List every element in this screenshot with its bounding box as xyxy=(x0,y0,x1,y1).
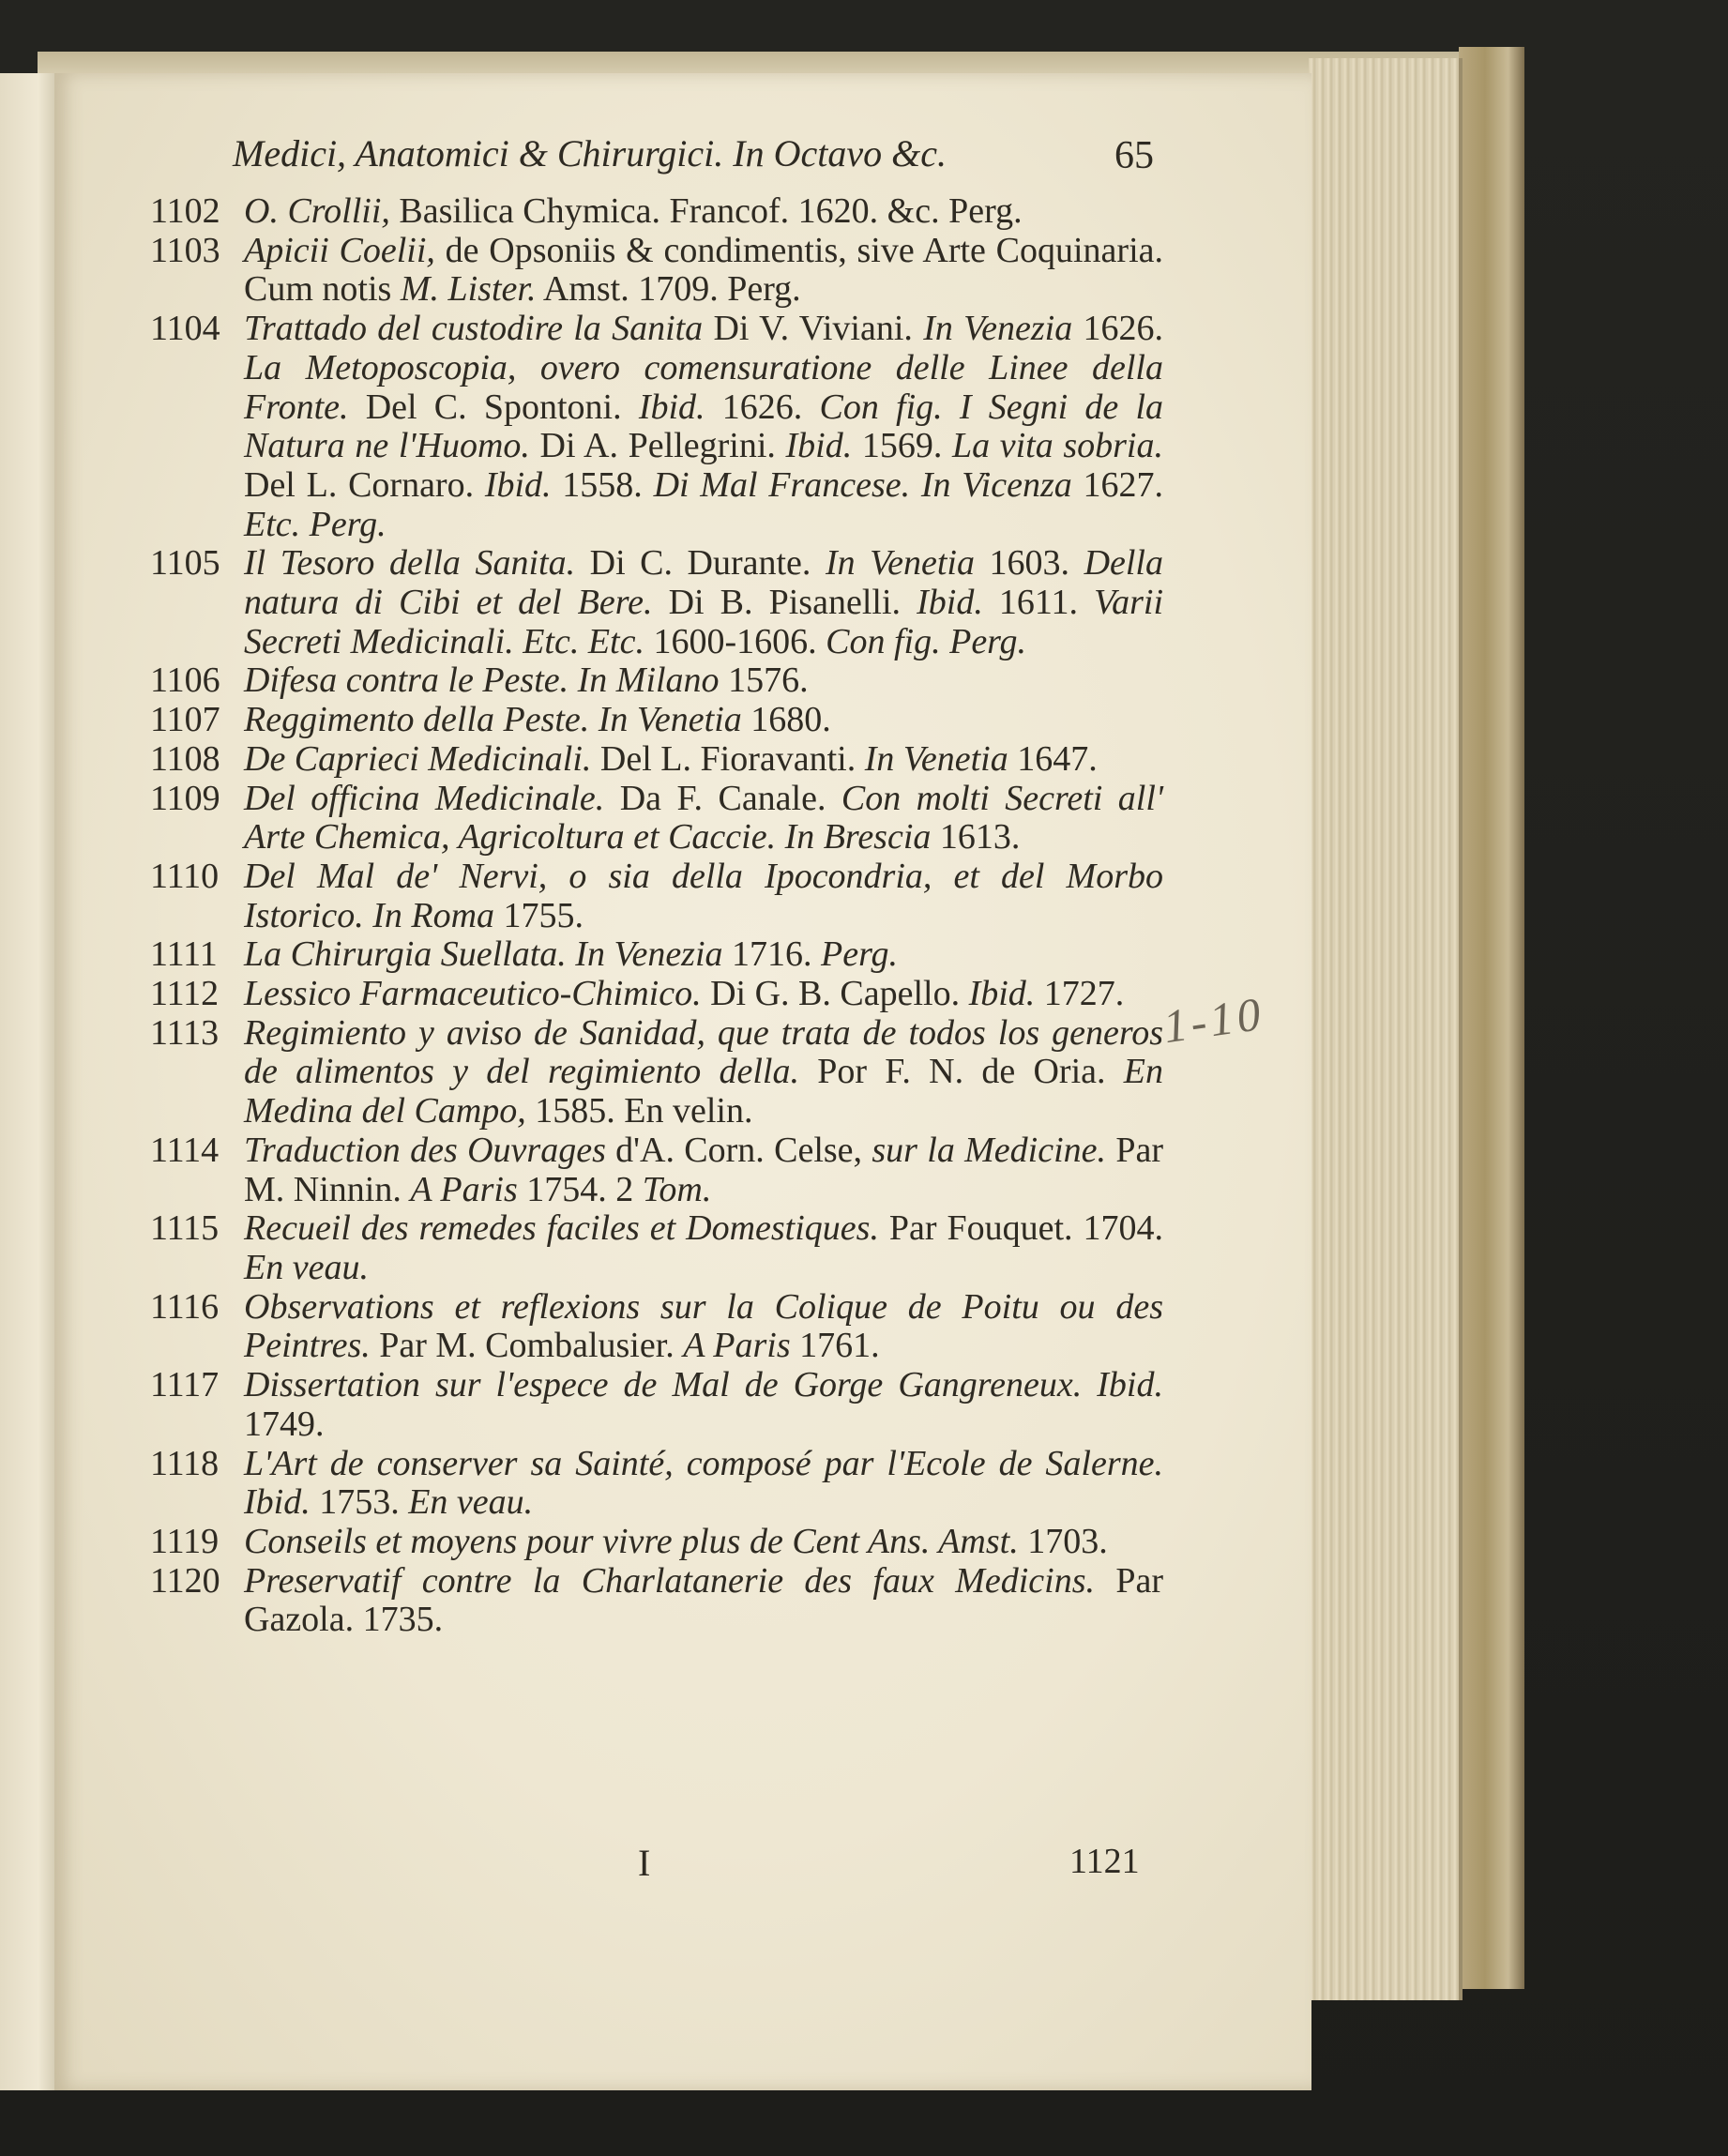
catalogue-entry xyxy=(150,1445,1163,1523)
entry-text-roman: Por F. N. de Oria. xyxy=(798,1052,1124,1092)
entry-text xyxy=(244,1366,1163,1444)
entry-number: 1112 xyxy=(150,974,220,1014)
entry-text-italic: Varii Secreti Medicinali. Etc. Etc. xyxy=(244,583,1164,661)
entry-text-italic: Conseils et moyens pour vivre plus de Cent Ans. Amst. xyxy=(244,1521,1019,1561)
entry-number: 1108 xyxy=(150,738,220,779)
entry-text-italic: sur la Medicine. xyxy=(872,1130,1107,1170)
entry-text-roman: Del L. Fioravanti. xyxy=(591,738,865,779)
entry-text-roman: 1647. xyxy=(1008,738,1098,779)
entry-text-roman: 1626. xyxy=(1072,309,1164,349)
entry-text-italic: De Caprieci Medicinali. xyxy=(244,738,592,779)
running-head: Medici, Anatomici & Chirurgici. In Octavo &c. xyxy=(233,132,947,175)
catalogue-entry xyxy=(150,1131,1163,1209)
entry-text-roman: Del L. Cornaro. xyxy=(244,464,485,505)
entry-number: 1118 xyxy=(150,1443,220,1483)
page-edges xyxy=(1309,58,1463,2000)
catalogue-entry xyxy=(150,1366,1163,1444)
entry-text xyxy=(244,661,1163,701)
entry-text-italic: Ibid. xyxy=(968,974,1036,1014)
entry-number: 1115 xyxy=(150,1208,220,1249)
catalogue-entry xyxy=(150,1562,1163,1640)
entry-text-roman: 1753. xyxy=(310,1482,409,1523)
entry-text-italic: A Paris xyxy=(683,1326,791,1366)
entry-number: 1119 xyxy=(150,1521,220,1561)
entry-number: 1117 xyxy=(150,1365,220,1405)
entry-text-italic: O. Crollii, xyxy=(244,191,390,231)
catalogue-entry xyxy=(150,192,1163,232)
entry-text xyxy=(244,935,1163,975)
entry-text-roman: Di A. Pellegrini. xyxy=(529,426,786,466)
entry-number: 1106 xyxy=(150,660,220,701)
entry-text-italic: En veau. xyxy=(244,1247,369,1287)
entry-number: 1107 xyxy=(150,700,220,740)
entry-text xyxy=(244,740,1163,780)
entry-text-roman: Del C. Spontoni. xyxy=(348,387,639,427)
entry-text-roman: 1613. xyxy=(931,817,1021,858)
catalogue-entry xyxy=(150,858,1163,935)
entry-text xyxy=(244,1209,1163,1287)
entry-text-italic: Di Mal Francese. In Vicenza xyxy=(653,464,1072,505)
entry-number: 1120 xyxy=(150,1560,220,1601)
entry-number: 1105 xyxy=(150,543,220,584)
catalogue-entry xyxy=(150,740,1163,780)
catalogue-entry xyxy=(150,975,1163,1014)
entry-text-roman: Par M. Ninnin. xyxy=(244,1130,1163,1209)
catalogue-entry xyxy=(150,1523,1163,1562)
entry-text-roman: Di V. Viviani. xyxy=(703,309,924,349)
entry-text-italic: In Venetia xyxy=(825,543,975,584)
entry-text-italic: Dissertation sur l'espece de Mal de Gorge Gangreneux. Ibid. xyxy=(244,1365,1163,1405)
book-fore-edge xyxy=(1459,47,1524,1989)
entry-text-italic: A Paris xyxy=(410,1169,518,1209)
entry-text-italic: Con fig. I Segni de la Natura ne l'Huomo. xyxy=(244,387,1164,466)
entry-number: 1116 xyxy=(150,1286,220,1327)
entry-text xyxy=(244,1523,1163,1562)
entry-text-roman: 1626. xyxy=(705,387,820,427)
entry-number: 1104 xyxy=(150,309,220,349)
signature-mark: I xyxy=(638,1842,651,1884)
entry-text xyxy=(244,1288,1163,1366)
entry-text-roman: 1755. xyxy=(494,895,584,935)
entry-text-roman: 1749. xyxy=(244,1404,325,1444)
entry-text-italic: Regimiento y aviso de Sanidad, que trata de todos los generos de alimentos y del regimiento della. xyxy=(244,1012,1163,1092)
entry-text xyxy=(244,192,1163,232)
entry-text-italic: Del officina Medicinale. xyxy=(244,778,605,818)
entry-text-roman: Di G. B. Capello. xyxy=(701,974,969,1014)
entry-text-italic: Ibid. xyxy=(638,387,705,427)
entry-number: 1114 xyxy=(150,1130,220,1170)
entry-number: 1109 xyxy=(150,778,220,818)
catalogue-entry xyxy=(150,310,1163,544)
entry-text-italic: In Venetia xyxy=(864,738,1008,779)
entry-text-italic: Preservatif contre la Charlatanerie des faux Medicins. xyxy=(244,1560,1095,1601)
entry-text-roman: 1727. xyxy=(1035,974,1125,1014)
entry-text-italic: Della natura di Cibi et del Bere. xyxy=(244,543,1163,623)
entry-text-italic: La Metoposcopia, overo comensuratione delle Linee della Fronte. xyxy=(244,347,1163,427)
entry-text-roman: Par Fouquet. 1704. xyxy=(878,1208,1164,1249)
entry-text-italic: Ibid. xyxy=(917,583,983,623)
entry-text xyxy=(244,1445,1163,1523)
entry-text xyxy=(244,701,1163,740)
catalogue-entries xyxy=(150,192,1163,1640)
entry-text-italic: M. Lister. xyxy=(400,269,537,310)
entry-text xyxy=(244,858,1163,935)
entry-text xyxy=(244,232,1163,310)
entry-text-italic: La vita sobria. xyxy=(951,426,1163,466)
entry-text xyxy=(244,1131,1163,1209)
entry-text-italic: Trattado del custodire la Sanita xyxy=(244,309,704,349)
entry-text-italic: Perg. xyxy=(821,934,899,975)
entry-text-roman: Par Gazola. 1735. xyxy=(244,1560,1164,1640)
entry-text-roman: 1558. xyxy=(551,464,654,505)
entry-text-italic: Apicii Coelii, xyxy=(244,230,435,270)
entry-text-italic: L'Art de conserver sa Sainté, composé par l'Ecole de Salerne. Ibid. xyxy=(244,1443,1163,1523)
catalogue-entry xyxy=(150,1288,1163,1366)
entry-number: 1103 xyxy=(150,230,220,270)
entry-text-roman: d'A. Corn. Celse, xyxy=(605,1130,872,1170)
entry-text-roman: 1761. xyxy=(790,1326,880,1366)
entry-text-roman: 1585. En velin. xyxy=(525,1091,753,1131)
entry-text-roman: 1600-1606. xyxy=(644,621,826,661)
entry-number: 1110 xyxy=(150,856,220,896)
entry-text xyxy=(244,544,1163,661)
entry-text-roman: Basilica Chymica. Francof. 1620. &c. Perg. xyxy=(389,191,1023,231)
facing-page xyxy=(0,73,54,2090)
entry-text-roman: 1576. xyxy=(719,660,809,701)
entry-text-italic: Observations et reflexions sur la Colique de Poitu ou des Peintres. xyxy=(244,1286,1163,1366)
entry-text-italic: Tom. xyxy=(642,1169,712,1209)
entry-text-italic: Ibid. xyxy=(484,464,552,505)
entry-text-roman: de Opsoniis & condimentis, sive Arte Coquinaria. Cum notis xyxy=(244,230,1164,310)
entry-text-roman: 1716. xyxy=(722,934,822,975)
catalogue-entry xyxy=(150,1014,1163,1131)
catalogue-entry xyxy=(150,780,1163,858)
entry-text-italic: Difesa contra le Peste. In Milano xyxy=(244,660,720,701)
entry-text-italic: En veau. xyxy=(408,1482,534,1523)
entry-text-italic: Lessico Farmaceutico-Chimico. xyxy=(244,974,702,1014)
entry-number: 1102 xyxy=(150,191,220,231)
entry-text-italic: Etc. Perg. xyxy=(244,504,387,544)
catalogue-entry xyxy=(150,935,1163,975)
entry-text-roman: Amst. 1709. Perg. xyxy=(536,269,801,310)
entry-text xyxy=(244,975,1163,1014)
entry-text-roman: 1611. xyxy=(982,583,1095,623)
entry-text-italic: La Chirurgia Suellata. In Venezia xyxy=(244,934,723,975)
entry-text-italic: Traduction des Ouvrages xyxy=(244,1130,606,1170)
entry-text-roman: Di B. Pisanelli. xyxy=(652,583,917,623)
entry-text xyxy=(244,780,1163,858)
entry-number: 1111 xyxy=(150,934,218,975)
entry-text-roman: 1703. xyxy=(1018,1521,1108,1561)
catalogue-entry xyxy=(150,701,1163,740)
entry-number: 1113 xyxy=(150,1012,220,1053)
entry-text-roman: 1754. 2 xyxy=(517,1169,643,1209)
entry-text-roman: 1569. xyxy=(852,426,952,466)
entry-text-italic: Ibid. xyxy=(785,426,853,466)
entry-text xyxy=(244,1014,1163,1131)
catchword: 1121 xyxy=(1069,1842,1140,1881)
entry-text-italic: Con molti Secreti all' Arte Chemica, Agricoltura et Caccie. In Brescia xyxy=(244,778,1164,858)
entry-text-italic: Del Mal de' Nervi, o sia della Ipocondria, et del Morbo Istorico. In Roma xyxy=(244,856,1163,935)
catalogue-entry xyxy=(150,232,1163,310)
entry-text-italic: Il Tesoro della Sanita. xyxy=(244,543,576,584)
entry-text-roman: Di C. Durante. xyxy=(575,543,826,584)
entry-text-italic: Reggimento della Peste. In Venetia xyxy=(244,700,742,740)
entry-text-roman: Par M. Combalusier. xyxy=(370,1326,684,1366)
entry-text xyxy=(244,310,1163,544)
entry-text-roman: Da F. Canale. xyxy=(604,778,841,818)
entry-text xyxy=(244,1562,1163,1640)
entry-text-roman: 1627. xyxy=(1071,464,1164,505)
entry-text-italic: Recueil des remedes faciles et Domestiques. xyxy=(244,1208,879,1249)
catalogue-entry xyxy=(150,1209,1163,1287)
entry-text-italic: En Medina del Campo, xyxy=(244,1052,1163,1131)
entry-text-italic: In Venezia xyxy=(923,309,1073,349)
entry-text-roman: 1680. xyxy=(741,700,831,740)
page-number: 65 xyxy=(1114,134,1154,177)
catalogue-entry xyxy=(150,544,1163,661)
entry-text-italic: Con fig. Perg. xyxy=(826,621,1027,661)
handwritten-annotation: 1-10 xyxy=(1160,986,1268,1054)
entry-text-roman: 1603. xyxy=(975,543,1084,584)
catalogue-entry xyxy=(150,661,1163,701)
